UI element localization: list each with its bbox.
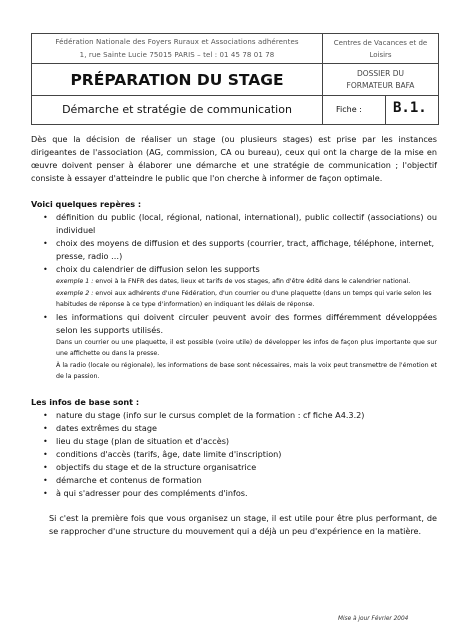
list-item-text: dates extrêmes du stage [56,422,157,433]
example-2-label: exemple 2 : [56,289,94,297]
fiche-cell [323,96,438,124]
bullet-icon: • [43,461,48,472]
list-item-text: objectifs du stage et de la structure organisatrice [56,461,257,472]
reperes-heading: Voici quelques repères : [31,199,142,209]
list-item-text: définition du public (local, régional, national, international), public collectif (associations) ou individuel [56,212,437,235]
note-2: À la radio (locale ou régionale), les informations de base sont nécessaires, mais la voix peut transmettre de l'émotion et de la passion. [56,361,437,380]
list-item [31,448,437,461]
list-item [31,311,437,383]
bullet-icon: • [43,422,48,433]
centres-cell: Centres de Vacances et de Loisirs [323,34,438,64]
list-item-text: à qui s'adresser pour des compléments d'infos. [56,487,248,498]
list-item [31,422,437,435]
bullet-icon: • [43,448,48,459]
example-2 [56,288,437,311]
note-1: Dans un courrier ou une plaquette, il est possible (voire utile) de développer les infos de façon plus importante que sur une affichette ou dans la presse. [56,338,437,357]
list-item-text: démarche et contenus de formation [56,474,202,485]
list-item [31,211,437,237]
bullet-icon: • [43,264,48,274]
list-item [31,435,437,448]
reperes-list [31,211,437,383]
list-item-text: lieu du stage (plan de situation et d'accès) [56,435,230,446]
list-item [31,487,437,500]
example-1-label: exemple 1 : [56,278,94,285]
fiche-number: B.1. [393,100,427,116]
list-item [31,461,437,474]
document-body [31,133,437,538]
bullet-icon: • [43,474,48,485]
closing-paragraph: Si c'est la première fois que vous organisez un stage, il est utile pour être plus performant, de se rapprocher d'une structure du mouvement qui a déjà un peu d'expérience en la matière. [49,512,437,536]
dossier-line1: DOSSIER DU [356,69,404,78]
intro-paragraph: Dès que la décision de réaliser un stage (ou plusieurs stages) est prise par les instances dirigeantes de l'association (AG, commission, CA ou bureau), ceux qui ont la charge de la mise en œuvre doivent penser à élaborer une démarche et une stratégie de communication ; l'objectif consiste à essayer d'atteindre le public que l'on cherche à informer de façon optimale. [31,134,437,183]
bullet-icon: • [43,435,48,446]
list-item [31,409,437,422]
list-item [31,237,437,263]
organisation-cell [32,34,323,64]
example-1 [56,276,437,288]
organisation-address: 1, rue Sainte Lucie 75015 PARIS – tel : 01 45 78 01 78 [79,51,275,59]
page-title: PRÉPARATION DU STAGE [32,64,323,96]
list-item [31,474,437,487]
fiche-label: Fiche : [336,105,362,114]
list-item-text: choix des moyens de diffusion et des supports (courrier, tract, affichage, téléphone, internet, presse, radio …) [56,238,435,261]
dossier-cell [323,64,438,96]
list-item-text: les informations qui doivent circuler peuvent avoir des formes différemment développées selon les supports utilisés. [56,311,437,335]
header-table [31,33,439,125]
example-2-text: envoi aux adhérents d'une Fédération, d'un courrier ou d'une plaquette (dans un temps qui varie selon les habitudes de réponse à ce type d'information) en indiquant les délais de réponse. [56,289,432,308]
bullet-icon: • [43,409,48,420]
infos-heading: Les infos de base sont : [31,396,140,407]
organisation-name: Fédération Nationale des Foyers Ruraux et Associations adhérentes [55,38,299,46]
list-item-text: choix du calendrier de diffusion selon les supports [56,264,260,274]
bullet-icon: • [43,487,48,498]
list-item [31,263,437,311]
bullet-icon: • [43,238,48,248]
dossier-line2: FORMATEUR BAFA [346,81,415,90]
list-item-text: nature du stage (info sur le cursus complet de la formation : cf fiche A4.3.2) [56,409,365,420]
bullet-icon: • [43,311,48,322]
infos-list [31,409,437,500]
page-subtitle: Démarche et stratégie de communication [32,96,323,124]
update-footer: Mise à jour Février 2004 [338,616,409,622]
example-1-text: envoi à la FNFR des dates, lieux et tarifs de vos stages, afin d'être édité dans le calendrier national. [93,278,411,285]
fiche-divider [385,96,386,124]
list-item-text: conditions d'accès (tarifs, âge, date limite d'inscription) [56,448,282,459]
bullet-icon: • [43,212,48,222]
